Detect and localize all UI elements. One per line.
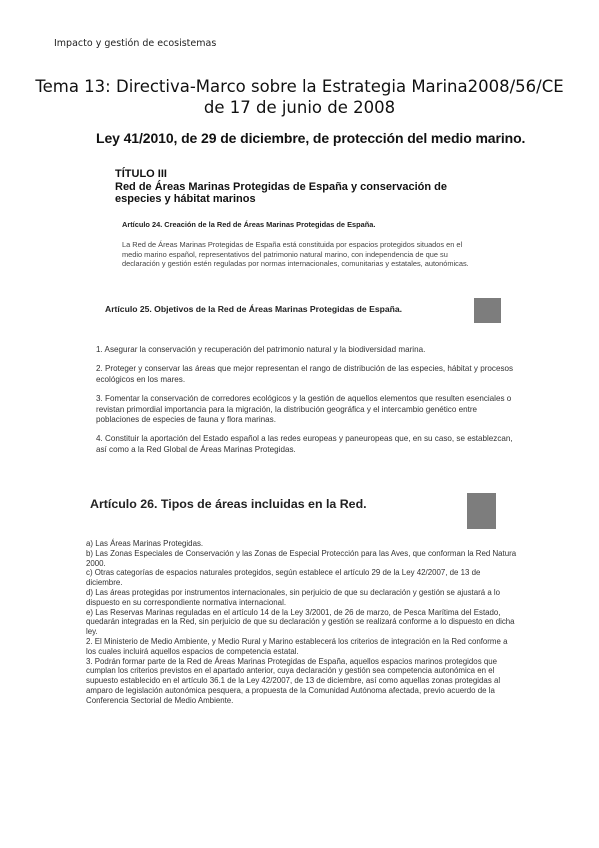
list-item: 3. Fomentar la conservación de corredores ecológicos y la gestión de aquellos elementos que resulten esenciales o revistan primordial importancia para la migración, la distribución geográfica y el intercambio genético entre poblaciones de especies de fauna y flora marinas. [96, 394, 512, 425]
titulo-heading: Red de Áreas Marinas Protegidas de España y conservación de especies y hábitat marinos [115, 180, 447, 205]
article-24-text: La Red de Áreas Marinas Protegidas de España está constituida por espacios protegidos situados en el medio marino español, representativos del patrimonio natural marino, con independencia de que su declaración y gestión estén reguladas por normas internacionales, comunitarias y estatales, autonómicas. [122, 240, 469, 269]
document-header: Impacto y gestión de ecosistemas [54, 38, 217, 49]
titulo-label: TÍTULO III [115, 168, 167, 180]
titulo-block [115, 168, 455, 206]
list-item: b) Las Zonas Especiales de Conservación y las Zonas de Especial Protección para las Aves, que conforman la Red Natura 2000. [86, 548, 517, 568]
article-25-list [96, 345, 518, 464]
list-item: 2. El Ministerio de Medio Ambiente, y Medio Rural y Marino establecerá los criterios de integración en la Red conforme a los cuales incluirá aquellos espacios de competencia estatal. [86, 636, 508, 656]
list-item: 2. Proteger y conservar las áreas que mejor representan el rango de distribución de las especies, hábitat y procesos ecológicos en los mares. [96, 364, 514, 384]
redaction-box [467, 493, 496, 529]
article-24-heading: Artículo 24. Creación de la Red de Áreas Marinas Protegidas de España. [122, 220, 376, 229]
list-item: 4. Constituir la aportación del Estado español a las redes europeas y paneuropeas que, en su caso, se establezcan, así como a la Red Global de Áreas Marinas Protegidas. [96, 434, 513, 454]
page-title-line-1: Tema 13: Directiva-Marco sobre la Estrategia Marina2008/56/CE [35, 77, 564, 96]
list-item: 3. Podrán formar parte de la Red de Áreas Marinas Protegidas de España, aquellos espacios marinos protegidos que cumplan los criterios previstos en el apartado anterior, cuya declaración y gestión sea competencia autonómica en el supuesto establecido en el artículo 36.1 de la Ley 42/2007, de 13 de diciembre, así como aquellas zonas protegidas al amparo de legislación autonómica pesquera, a propuesta de la Comunidad Autónoma afectada, previo acuerdo de la Conferencia Sectorial de Medio Ambiente. [86, 656, 501, 705]
page-title [30, 76, 569, 118]
list-item: c) Otras categorías de espacios naturales protegidos, según establece el artículo 29 de la Ley 42/2007, de 13 de diciembre. [86, 568, 481, 588]
list-item: 1. Asegurar la conservación y recuperación del patrimonio natural y la biodiversidad marina. [96, 345, 426, 354]
list-item: d) Las áreas protegidas por instrumentos internacionales, sin perjuicio de que su declaración y gestión se ajustará a lo dispuesto en su correspondiente normativa internacional. [86, 587, 501, 607]
article-25-heading: Artículo 25. Objetivos de la Red de Áreas Marinas Protegidas de España. [105, 304, 403, 314]
redaction-box [474, 298, 501, 323]
law-title: Ley 41/2010, de 29 de diciembre, de protección del medio marino. [96, 130, 526, 146]
page-title-line-2: de 17 de junio de 2008 [203, 98, 396, 117]
article-26-heading: Artículo 26. Tipos de áreas incluidas en la Red. [90, 497, 367, 511]
list-item: a) Las Áreas Marinas Protegidas. [86, 539, 204, 548]
article-26-list [86, 539, 518, 706]
list-item: e) Las Reservas Marinas reguladas en el artículo 14 de la Ley 3/2001, de 26 de marzo, de Pesca Marítima del Estado, quedarán integradas en la Red, sin perjuicio de que su declaración y gestión se realizará conforme a lo dispuesto en dicha ley. [86, 607, 515, 637]
